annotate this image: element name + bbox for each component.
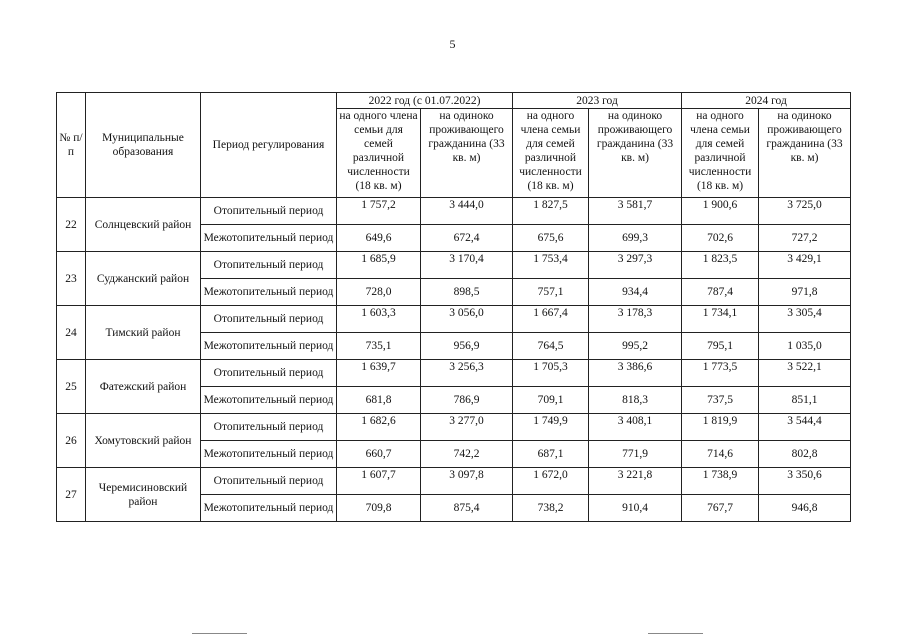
footer-rule-left xyxy=(192,633,247,634)
value-cell: 672,4 xyxy=(421,225,513,252)
value-cell: 1 639,7 xyxy=(337,360,421,387)
value-cell: 767,7 xyxy=(682,495,759,522)
header-col-family: на одного члена семьи для семей различной численности (18 кв. м) xyxy=(513,109,589,198)
municipality-name: Черемисиновский район xyxy=(86,468,201,522)
header-col-single: на одиноко проживающего гражданина (33 кв. м) xyxy=(589,109,682,198)
table-row xyxy=(57,414,851,441)
value-cell: 1 753,4 xyxy=(513,252,589,279)
value-cell: 649,6 xyxy=(337,225,421,252)
tariff-table xyxy=(56,92,851,522)
municipality-name: Солнцевский район xyxy=(86,198,201,252)
value-cell: 1 685,9 xyxy=(337,252,421,279)
value-cell: 3 178,3 xyxy=(589,306,682,333)
value-cell: 699,3 xyxy=(589,225,682,252)
period-interheating-label: Межотопительный период xyxy=(201,225,337,252)
value-cell: 1 900,6 xyxy=(682,198,759,225)
period-interheating-label: Межотопительный период xyxy=(201,495,337,522)
period-interheating-label: Межотопительный период xyxy=(201,279,337,306)
header-col-single: на одиноко проживающего гражданина (33 кв. м) xyxy=(759,109,851,198)
header-period: Период регулирования xyxy=(201,93,337,198)
value-cell: 934,4 xyxy=(589,279,682,306)
value-cell: 3 444,0 xyxy=(421,198,513,225)
value-cell: 742,2 xyxy=(421,441,513,468)
value-cell: 3 256,3 xyxy=(421,360,513,387)
value-cell: 3 170,4 xyxy=(421,252,513,279)
period-heating-label: Отопительный период xyxy=(201,414,337,441)
header-year-2023: 2023 год xyxy=(513,93,682,109)
value-cell: 956,9 xyxy=(421,333,513,360)
value-cell: 1 823,5 xyxy=(682,252,759,279)
value-cell: 3 581,7 xyxy=(589,198,682,225)
value-cell: 764,5 xyxy=(513,333,589,360)
value-cell: 728,0 xyxy=(337,279,421,306)
value-cell: 1 757,2 xyxy=(337,198,421,225)
value-cell: 702,6 xyxy=(682,225,759,252)
value-cell: 3 429,1 xyxy=(759,252,851,279)
value-cell: 971,8 xyxy=(759,279,851,306)
value-cell: 1 827,5 xyxy=(513,198,589,225)
value-cell: 3 522,1 xyxy=(759,360,851,387)
value-cell: 1 705,3 xyxy=(513,360,589,387)
period-heating-label: Отопительный период xyxy=(201,198,337,225)
value-cell: 1 603,3 xyxy=(337,306,421,333)
value-cell: 1 607,7 xyxy=(337,468,421,495)
value-cell: 995,2 xyxy=(589,333,682,360)
municipality-name: Тимский район xyxy=(86,306,201,360)
period-interheating-label: Межотопительный период xyxy=(201,441,337,468)
municipality-name: Фатежский район xyxy=(86,360,201,414)
value-cell: 1 819,9 xyxy=(682,414,759,441)
value-cell: 910,4 xyxy=(589,495,682,522)
value-cell: 818,3 xyxy=(589,387,682,414)
value-cell: 3 725,0 xyxy=(759,198,851,225)
value-cell: 1 773,5 xyxy=(682,360,759,387)
value-cell: 851,1 xyxy=(759,387,851,414)
value-cell: 709,1 xyxy=(513,387,589,414)
value-cell: 709,8 xyxy=(337,495,421,522)
municipality-name: Хомутовский район xyxy=(86,414,201,468)
value-cell: 1 682,6 xyxy=(337,414,421,441)
row-number: 27 xyxy=(57,468,86,522)
page-number: 5 xyxy=(449,37,456,51)
value-cell: 3 408,1 xyxy=(589,414,682,441)
value-cell: 3 221,8 xyxy=(589,468,682,495)
period-heating-label: Отопительный период xyxy=(201,306,337,333)
value-cell: 687,1 xyxy=(513,441,589,468)
row-number: 23 xyxy=(57,252,86,306)
table-row xyxy=(57,306,851,333)
table-body xyxy=(57,198,851,522)
value-cell: 1 738,9 xyxy=(682,468,759,495)
value-cell: 3 305,4 xyxy=(759,306,851,333)
value-cell: 795,1 xyxy=(682,333,759,360)
row-number: 26 xyxy=(57,414,86,468)
row-number: 24 xyxy=(57,306,86,360)
header-col-family: на одного члена семьи для семей различной численности (18 кв. м) xyxy=(682,109,759,198)
value-cell: 737,5 xyxy=(682,387,759,414)
value-cell: 3 350,6 xyxy=(759,468,851,495)
row-number: 22 xyxy=(57,198,86,252)
period-heating-label: Отопительный период xyxy=(201,360,337,387)
value-cell: 875,4 xyxy=(421,495,513,522)
value-cell: 1 672,0 xyxy=(513,468,589,495)
value-cell: 1 667,4 xyxy=(513,306,589,333)
value-cell: 681,8 xyxy=(337,387,421,414)
period-interheating-label: Межотопительный период xyxy=(201,333,337,360)
value-cell: 802,8 xyxy=(759,441,851,468)
value-cell: 735,1 xyxy=(337,333,421,360)
value-cell: 727,2 xyxy=(759,225,851,252)
period-heating-label: Отопительный период xyxy=(201,468,337,495)
value-cell: 3 277,0 xyxy=(421,414,513,441)
value-cell: 786,9 xyxy=(421,387,513,414)
header-col-single: на одиноко проживающего гражданина (33 кв. м) xyxy=(421,109,513,198)
municipality-name: Суджанский район xyxy=(86,252,201,306)
value-cell: 3 056,0 xyxy=(421,306,513,333)
value-cell: 1 035,0 xyxy=(759,333,851,360)
header-year-2022: 2022 год (с 01.07.2022) xyxy=(337,93,513,109)
value-cell: 1 734,1 xyxy=(682,306,759,333)
value-cell: 714,6 xyxy=(682,441,759,468)
header-num: № п/п xyxy=(57,93,86,198)
period-interheating-label: Межотопительный период xyxy=(201,387,337,414)
row-number: 25 xyxy=(57,360,86,414)
value-cell: 946,8 xyxy=(759,495,851,522)
header-col-family: на одного члена семьи для семей различной численности (18 кв. м) xyxy=(337,109,421,198)
value-cell: 3 297,3 xyxy=(589,252,682,279)
value-cell: 3 544,4 xyxy=(759,414,851,441)
value-cell: 738,2 xyxy=(513,495,589,522)
value-cell: 1 749,9 xyxy=(513,414,589,441)
value-cell: 660,7 xyxy=(337,441,421,468)
value-cell: 675,6 xyxy=(513,225,589,252)
footer-rule-right xyxy=(648,633,703,634)
value-cell: 898,5 xyxy=(421,279,513,306)
value-cell: 757,1 xyxy=(513,279,589,306)
value-cell: 3 097,8 xyxy=(421,468,513,495)
value-cell: 771,9 xyxy=(589,441,682,468)
table-row xyxy=(57,252,851,279)
value-cell: 3 386,6 xyxy=(589,360,682,387)
table-row xyxy=(57,360,851,387)
header-year-2024: 2024 год xyxy=(682,93,851,109)
table-row xyxy=(57,198,851,225)
table-row xyxy=(57,468,851,495)
header-municipality: Муниципальные образования xyxy=(86,93,201,198)
period-heating-label: Отопительный период xyxy=(201,252,337,279)
value-cell: 787,4 xyxy=(682,279,759,306)
